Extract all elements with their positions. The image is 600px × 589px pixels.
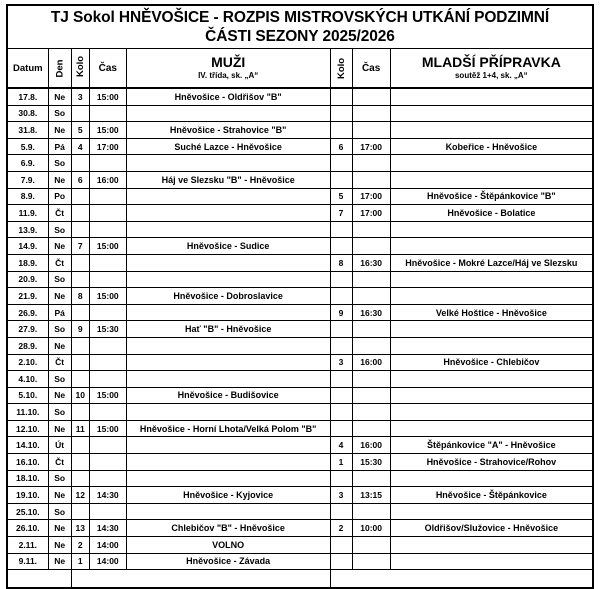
- cell-match-muzi: VOLNO: [126, 537, 330, 554]
- cell-datum: 12.10.: [7, 420, 48, 437]
- header-cas-muzi: Čas: [89, 49, 126, 89]
- cell-cas-muzi: 15:30: [89, 321, 126, 338]
- cell-den: So: [48, 221, 71, 238]
- cell-cas-mladsi: 17:00: [352, 138, 390, 155]
- cell-cas-muzi: [89, 188, 126, 205]
- header-mladsi-subtitle: soutěž 1+4, sk. „A“: [454, 71, 528, 81]
- cell-match-mladsi: Hněvošice - Mokré Lazce/Háj ve Slezsku: [390, 254, 593, 271]
- cell-cas-muzi: [89, 271, 126, 288]
- footer-row: [7, 570, 593, 589]
- cell-match-mladsi: [390, 271, 593, 288]
- cell-kolo-mladsi: [330, 88, 352, 105]
- cell-kolo-mladsi: 3: [330, 354, 352, 371]
- cell-kolo-mladsi: 6: [330, 138, 352, 155]
- cell-cas-muzi: 14:30: [89, 520, 126, 537]
- cell-match-muzi: [126, 454, 330, 471]
- table-row: [7, 122, 593, 139]
- cell-cas-muzi: 17:00: [89, 138, 126, 155]
- cell-match-mladsi: Hněvošice - Štěpánkovice "B": [390, 188, 593, 205]
- cell-match-muzi: Hať "B" - Hněvošice: [126, 321, 330, 338]
- cell-kolo-muzi: 3: [71, 88, 89, 105]
- cell-match-muzi: Suché Lazce - Hněvošice: [126, 138, 330, 155]
- cell-kolo-mladsi: [330, 337, 352, 354]
- cell-den: Ne: [48, 387, 71, 404]
- cell-match-muzi: [126, 254, 330, 271]
- cell-kolo-muzi: 11: [71, 420, 89, 437]
- cell-datum: 11.10.: [7, 404, 48, 421]
- cell-match-mladsi: [390, 387, 593, 404]
- cell-cas-mladsi: [352, 105, 390, 122]
- cell-den: Čt: [48, 205, 71, 222]
- cell-den: Čt: [48, 254, 71, 271]
- cell-den: Ne: [48, 537, 71, 554]
- header-mladsi-title: MLADŠÍ PŘÍPRAVKA: [421, 54, 561, 71]
- cell-datum: 5.9.: [7, 138, 48, 155]
- cell-match-muzi: [126, 354, 330, 371]
- table-row: [7, 470, 593, 487]
- footer-muzi-cell: [71, 570, 330, 589]
- header-kolo-mladsi: [330, 49, 352, 89]
- cell-match-mladsi: [390, 105, 593, 122]
- cell-cas-mladsi: [352, 88, 390, 105]
- cell-kolo-mladsi: [330, 371, 352, 388]
- table-row: [7, 487, 593, 504]
- cell-match-muzi: [126, 105, 330, 122]
- table-row: [7, 337, 593, 354]
- cell-den: So: [48, 404, 71, 421]
- cell-den: Út: [48, 437, 71, 454]
- cell-match-mladsi: Hněvošice - Bolatice: [390, 205, 593, 222]
- cell-kolo-muzi: [71, 503, 89, 520]
- cell-cas-muzi: [89, 155, 126, 172]
- cell-den: Ne: [48, 487, 71, 504]
- cell-match-mladsi: Kobeřice - Hněvošice: [390, 138, 593, 155]
- table-row: [7, 321, 593, 338]
- cell-kolo-muzi: [71, 254, 89, 271]
- cell-den: Pá: [48, 304, 71, 321]
- cell-datum: 26.10.: [7, 520, 48, 537]
- cell-den: Ne: [48, 171, 71, 188]
- cell-match-muzi: [126, 503, 330, 520]
- cell-cas-mladsi: 13:15: [352, 487, 390, 504]
- header-muzi-subtitle: IV. třída, sk. „A“: [198, 71, 259, 81]
- table-row: [7, 437, 593, 454]
- cell-kolo-mladsi: [330, 503, 352, 520]
- cell-cas-mladsi: 10:00: [352, 520, 390, 537]
- cell-match-muzi: Hněvošice - Oldřišov "B": [126, 88, 330, 105]
- cell-match-muzi: [126, 304, 330, 321]
- schedule-table: [6, 4, 594, 589]
- table-row: [7, 171, 593, 188]
- cell-datum: 6.9.: [7, 155, 48, 172]
- cell-match-muzi: Hněvošice - Kyjovice: [126, 487, 330, 504]
- cell-datum: 21.9.: [7, 288, 48, 305]
- cell-cas-mladsi: 16:00: [352, 437, 390, 454]
- cell-kolo-mladsi: [330, 321, 352, 338]
- cell-datum: 9.11.: [7, 553, 48, 570]
- cell-cas-muzi: 15:00: [89, 420, 126, 437]
- cell-cas-mladsi: [352, 371, 390, 388]
- cell-match-muzi: [126, 155, 330, 172]
- cell-match-muzi: [126, 271, 330, 288]
- cell-kolo-mladsi: 9: [330, 304, 352, 321]
- cell-kolo-muzi: 2: [71, 537, 89, 554]
- cell-kolo-mladsi: 1: [330, 454, 352, 471]
- cell-cas-muzi: [89, 454, 126, 471]
- cell-kolo-muzi: [71, 155, 89, 172]
- header-den: [48, 49, 71, 89]
- cell-cas-muzi: [89, 205, 126, 222]
- cell-match-muzi: [126, 404, 330, 421]
- cell-match-mladsi: [390, 537, 593, 554]
- cell-datum: 5.10.: [7, 387, 48, 404]
- cell-cas-mladsi: [352, 155, 390, 172]
- table-row: [7, 354, 593, 371]
- cell-match-muzi: Hněvošice - Závada: [126, 553, 330, 570]
- table-row: [7, 155, 593, 172]
- cell-kolo-muzi: 8: [71, 288, 89, 305]
- cell-kolo-muzi: [71, 371, 89, 388]
- cell-kolo-mladsi: 8: [330, 254, 352, 271]
- cell-cas-muzi: [89, 503, 126, 520]
- cell-datum: 8.9.: [7, 188, 48, 205]
- header-cas-mladsi: Čas: [352, 49, 390, 89]
- header-kolo-mladsi-label: Kolo: [335, 57, 347, 79]
- page-title: [7, 5, 593, 49]
- cell-datum: 14.10.: [7, 437, 48, 454]
- cell-cas-muzi: 15:00: [89, 387, 126, 404]
- cell-cas-mladsi: [352, 420, 390, 437]
- table-row: [7, 221, 593, 238]
- cell-match-muzi: Hněvošice - Budišovice: [126, 387, 330, 404]
- cell-den: Ne: [48, 88, 71, 105]
- cell-kolo-muzi: 9: [71, 321, 89, 338]
- cell-kolo-muzi: [71, 205, 89, 222]
- cell-cas-muzi: [89, 404, 126, 421]
- cell-cas-muzi: 15:00: [89, 238, 126, 255]
- cell-match-mladsi: [390, 553, 593, 570]
- cell-match-mladsi: [390, 238, 593, 255]
- cell-match-mladsi: [390, 122, 593, 139]
- cell-kolo-muzi: 10: [71, 387, 89, 404]
- cell-kolo-mladsi: [330, 271, 352, 288]
- cell-match-mladsi: [390, 288, 593, 305]
- cell-cas-mladsi: 16:30: [352, 304, 390, 321]
- cell-match-mladsi: Hněvošice - Štěpánkovice: [390, 487, 593, 504]
- cell-match-muzi: [126, 337, 330, 354]
- title-row: [7, 5, 593, 49]
- cell-kolo-mladsi: [330, 553, 352, 570]
- cell-kolo-muzi: [71, 404, 89, 421]
- cell-kolo-mladsi: [330, 171, 352, 188]
- cell-kolo-mladsi: 5: [330, 188, 352, 205]
- cell-match-mladsi: [390, 371, 593, 388]
- cell-kolo-muzi: [71, 221, 89, 238]
- cell-datum: 27.9.: [7, 321, 48, 338]
- cell-match-muzi: [126, 371, 330, 388]
- cell-datum: 14.9.: [7, 238, 48, 255]
- cell-cas-mladsi: [352, 404, 390, 421]
- table-row: [7, 520, 593, 537]
- table-row: [7, 371, 593, 388]
- cell-cas-muzi: [89, 105, 126, 122]
- cell-kolo-mladsi: [330, 238, 352, 255]
- cell-kolo-mladsi: [330, 470, 352, 487]
- cell-match-mladsi: [390, 337, 593, 354]
- header-muzi-title: MUŽI: [211, 54, 246, 71]
- cell-den: So: [48, 155, 71, 172]
- cell-den: So: [48, 271, 71, 288]
- cell-match-muzi: [126, 205, 330, 222]
- cell-den: Ne: [48, 238, 71, 255]
- table-row: [7, 238, 593, 255]
- cell-datum: 26.9.: [7, 304, 48, 321]
- cell-den: Po: [48, 188, 71, 205]
- cell-match-mladsi: [390, 88, 593, 105]
- cell-den: So: [48, 470, 71, 487]
- cell-datum: 20.9.: [7, 271, 48, 288]
- cell-match-mladsi: [390, 503, 593, 520]
- cell-kolo-muzi: 1: [71, 553, 89, 570]
- cell-cas-muzi: [89, 304, 126, 321]
- cell-datum: 4.10.: [7, 371, 48, 388]
- cell-cas-mladsi: 16:00: [352, 354, 390, 371]
- table-row: [7, 454, 593, 471]
- cell-match-muzi: [126, 221, 330, 238]
- cell-datum: 11.9.: [7, 205, 48, 222]
- cell-match-mladsi: [390, 171, 593, 188]
- cell-match-mladsi: Hněvošice - Strahovice/Rohov: [390, 454, 593, 471]
- cell-cas-muzi: 14:30: [89, 487, 126, 504]
- cell-datum: 18.9.: [7, 254, 48, 271]
- cell-match-muzi: Hněvošice - Strahovice "B": [126, 122, 330, 139]
- cell-datum: 18.10.: [7, 470, 48, 487]
- cell-cas-mladsi: [352, 321, 390, 338]
- cell-cas-muzi: 14:00: [89, 553, 126, 570]
- cell-den: Čt: [48, 354, 71, 371]
- cell-match-muzi: [126, 470, 330, 487]
- table-row: [7, 271, 593, 288]
- cell-datum: 16.10.: [7, 454, 48, 471]
- cell-kolo-muzi: [71, 437, 89, 454]
- cell-den: Ne: [48, 288, 71, 305]
- cell-cas-muzi: 15:00: [89, 122, 126, 139]
- title-line-1: TJ Sokol HNĚVOŠICE - ROZPIS MISTROVSKÝCH UTKÁNÍ PODZIMNÍ: [50, 8, 550, 26]
- table-row: [7, 254, 593, 271]
- table-row: [7, 88, 593, 105]
- cell-match-mladsi: [390, 221, 593, 238]
- cell-den: Ne: [48, 520, 71, 537]
- cell-cas-muzi: [89, 221, 126, 238]
- cell-kolo-muzi: [71, 105, 89, 122]
- cell-datum: 25.10.: [7, 503, 48, 520]
- cell-kolo-muzi: [71, 304, 89, 321]
- cell-match-mladsi: Štěpánkovice "A" - Hněvošice: [390, 437, 593, 454]
- cell-cas-muzi: [89, 470, 126, 487]
- cell-match-mladsi: Hněvošice - Chlebičov: [390, 354, 593, 371]
- cell-kolo-muzi: 13: [71, 520, 89, 537]
- cell-cas-mladsi: 17:00: [352, 188, 390, 205]
- cell-cas-muzi: [89, 437, 126, 454]
- cell-cas-muzi: [89, 337, 126, 354]
- cell-match-muzi: [126, 437, 330, 454]
- cell-cas-mladsi: [352, 238, 390, 255]
- cell-datum: 17.8.: [7, 88, 48, 105]
- cell-cas-mladsi: [352, 537, 390, 554]
- cell-den: So: [48, 105, 71, 122]
- table-row: [7, 503, 593, 520]
- cell-cas-muzi: 14:00: [89, 537, 126, 554]
- cell-cas-muzi: 15:00: [89, 288, 126, 305]
- table-row: [7, 420, 593, 437]
- cell-kolo-mladsi: [330, 420, 352, 437]
- cell-match-muzi: Chlebičov "B" - Hněvošice: [126, 520, 330, 537]
- table-row: [7, 404, 593, 421]
- header-row: [7, 49, 593, 89]
- cell-match-muzi: Hněvošice - Sudice: [126, 238, 330, 255]
- cell-cas-mladsi: [352, 387, 390, 404]
- cell-kolo-mladsi: [330, 221, 352, 238]
- cell-match-mladsi: Oldřišov/Služovice - Hněvošice: [390, 520, 593, 537]
- table-row: [7, 138, 593, 155]
- cell-cas-mladsi: [352, 171, 390, 188]
- cell-match-mladsi: [390, 321, 593, 338]
- cell-kolo-mladsi: 7: [330, 205, 352, 222]
- cell-cas-mladsi: [352, 288, 390, 305]
- footer-mladsi-cell: [330, 570, 593, 589]
- cell-kolo-muzi: 12: [71, 487, 89, 504]
- cell-den: Ne: [48, 337, 71, 354]
- cell-kolo-muzi: [71, 337, 89, 354]
- cell-kolo-mladsi: [330, 404, 352, 421]
- cell-match-mladsi: [390, 404, 593, 421]
- title-line-2: ČÁSTI SEZONY 2025/2026: [205, 28, 395, 45]
- cell-kolo-mladsi: [330, 387, 352, 404]
- cell-match-muzi: Háj ve Slezsku "B" - Hněvošice: [126, 171, 330, 188]
- cell-cas-muzi: [89, 254, 126, 271]
- cell-kolo-muzi: [71, 454, 89, 471]
- footer-date-cell: [7, 570, 71, 589]
- table-row: [7, 304, 593, 321]
- table-row: [7, 105, 593, 122]
- cell-den: Ne: [48, 122, 71, 139]
- cell-datum: 2.10.: [7, 354, 48, 371]
- schedule-rows: [7, 88, 593, 570]
- cell-kolo-muzi: 4: [71, 138, 89, 155]
- cell-datum: 19.10.: [7, 487, 48, 504]
- cell-datum: 2.11.: [7, 537, 48, 554]
- table-row: [7, 537, 593, 554]
- cell-kolo-muzi: [71, 271, 89, 288]
- header-mladsi-pripravka: [390, 49, 593, 89]
- cell-kolo-muzi: 5: [71, 122, 89, 139]
- cell-kolo-muzi: 7: [71, 238, 89, 255]
- cell-kolo-mladsi: [330, 537, 352, 554]
- cell-kolo-mladsi: 3: [330, 487, 352, 504]
- cell-cas-mladsi: 17:00: [352, 205, 390, 222]
- cell-kolo-mladsi: [330, 288, 352, 305]
- cell-den: Ne: [48, 420, 71, 437]
- table-row: [7, 553, 593, 570]
- table-row: [7, 288, 593, 305]
- cell-match-muzi: [126, 188, 330, 205]
- header-datum: Datum: [7, 49, 48, 89]
- cell-cas-mladsi: [352, 122, 390, 139]
- cell-cas-mladsi: 16:30: [352, 254, 390, 271]
- cell-datum: 30.8.: [7, 105, 48, 122]
- header-den-label: Den: [54, 59, 66, 77]
- header-muzi: [126, 49, 330, 89]
- cell-kolo-muzi: 6: [71, 171, 89, 188]
- cell-cas-mladsi: [352, 221, 390, 238]
- cell-kolo-mladsi: [330, 155, 352, 172]
- cell-kolo-mladsi: 4: [330, 437, 352, 454]
- table-row: [7, 188, 593, 205]
- cell-cas-muzi: 15:00: [89, 88, 126, 105]
- cell-cas-muzi: [89, 371, 126, 388]
- cell-cas-mladsi: [352, 271, 390, 288]
- cell-match-muzi: Hněvošice - Horní Lhota/Velká Polom "B": [126, 420, 330, 437]
- cell-match-mladsi: [390, 420, 593, 437]
- cell-kolo-muzi: [71, 188, 89, 205]
- table-row: [7, 387, 593, 404]
- cell-cas-mladsi: [352, 553, 390, 570]
- cell-den: Pá: [48, 138, 71, 155]
- cell-cas-mladsi: 15:30: [352, 454, 390, 471]
- cell-cas-mladsi: [352, 503, 390, 520]
- table-row: [7, 205, 593, 222]
- cell-datum: 13.9.: [7, 221, 48, 238]
- cell-kolo-muzi: [71, 470, 89, 487]
- cell-kolo-mladsi: 2: [330, 520, 352, 537]
- cell-den: Čt: [48, 454, 71, 471]
- header-kolo-muzi: [71, 49, 89, 89]
- cell-cas-muzi: [89, 354, 126, 371]
- cell-cas-muzi: 16:00: [89, 171, 126, 188]
- cell-datum: 7.9.: [7, 171, 48, 188]
- cell-datum: 31.8.: [7, 122, 48, 139]
- cell-cas-mladsi: [352, 470, 390, 487]
- cell-den: So: [48, 371, 71, 388]
- cell-cas-mladsi: [352, 337, 390, 354]
- cell-match-mladsi: [390, 155, 593, 172]
- cell-datum: 28.9.: [7, 337, 48, 354]
- cell-match-muzi: Hněvošice - Dobroslavice: [126, 288, 330, 305]
- header-kolo-muzi-label: Kolo: [74, 55, 86, 77]
- cell-kolo-mladsi: [330, 105, 352, 122]
- cell-kolo-mladsi: [330, 122, 352, 139]
- cell-match-mladsi: Velké Hoštice - Hněvošice: [390, 304, 593, 321]
- cell-den: So: [48, 321, 71, 338]
- cell-match-mladsi: [390, 470, 593, 487]
- cell-den: So: [48, 503, 71, 520]
- cell-den: Ne: [48, 553, 71, 570]
- cell-kolo-muzi: [71, 354, 89, 371]
